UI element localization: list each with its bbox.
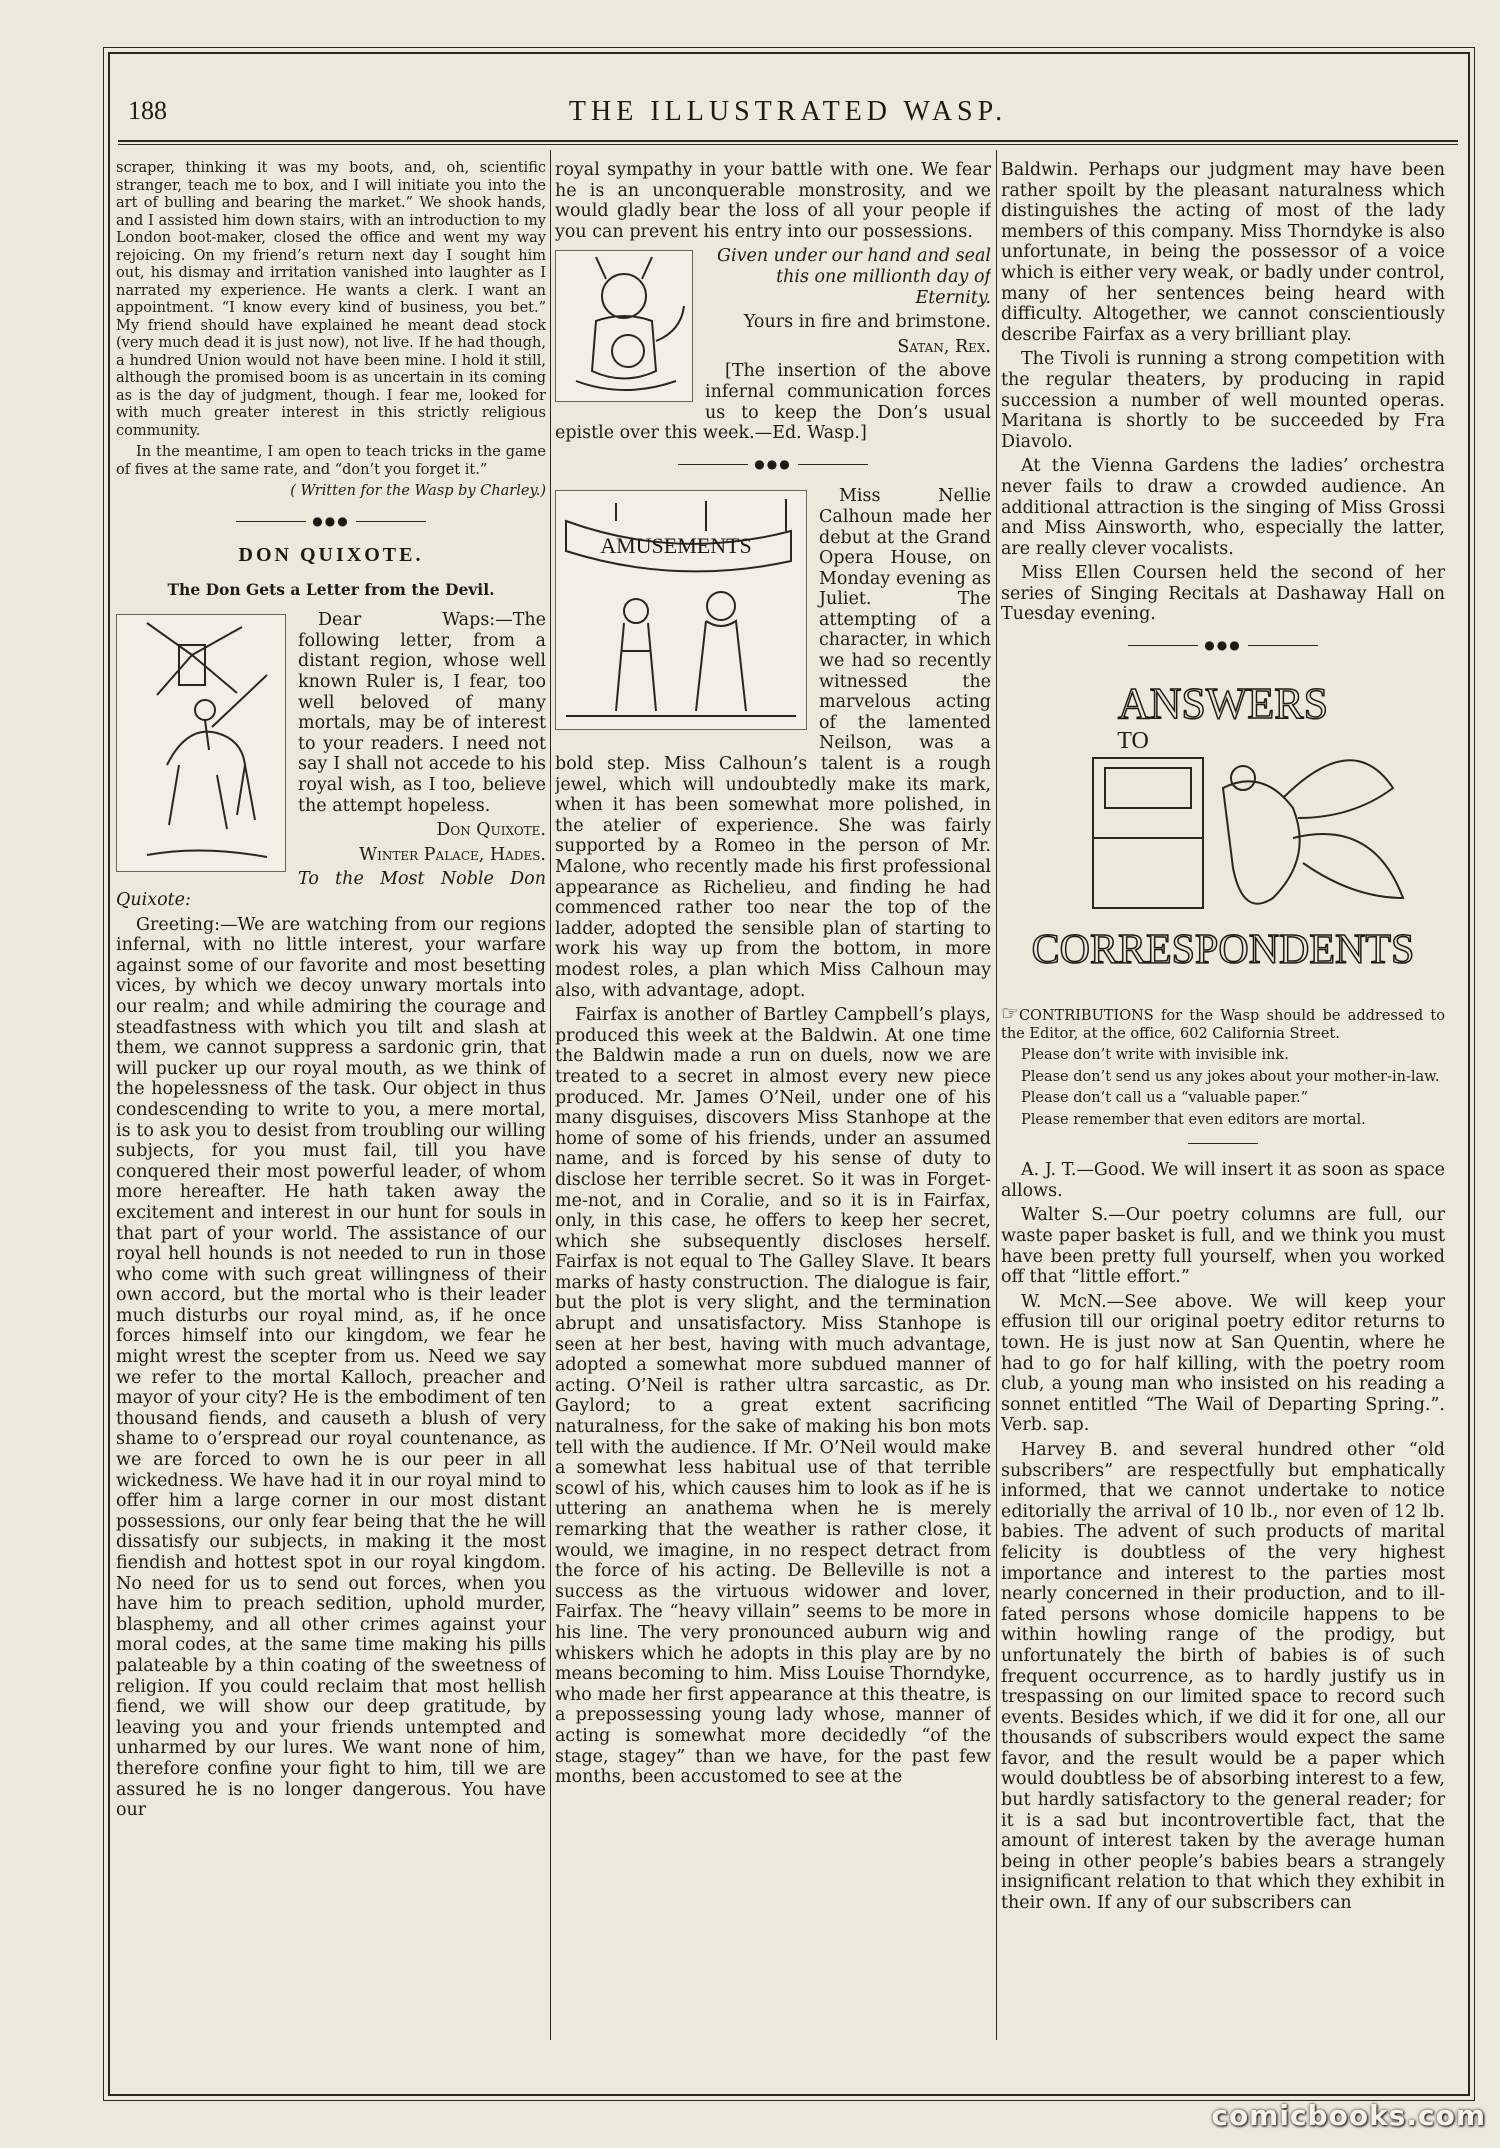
don-quixote-illustration bbox=[116, 614, 286, 872]
column-3 bbox=[1001, 160, 1445, 2040]
letter-continuation: royal sympathy in your battle with one. We fear he is an unconquerable monstrosity, and we would gladly bear the loss of all your people if you can prevent his entry into our possessions. bbox=[555, 160, 991, 242]
amusement-paragraph-2: Fairfax is another of Bartley Campbell’s plays, produced this week at the Baldwin. At one time the Baldwin made a run on duels, now we are treated to a secret in almost every new piece produced. Mr. James O’Neil, under one of his many disguises, discovers Miss Stanhope at the home of some of his friends, under an assumed name, and is forced by his sense of duty to disclose her terrible secret. So it was in Forget-me-not, and in Coralie, and so it is in Fairfax, only, in this case, he offers to keep her secret, which she subsequently discloses herself. Fairfax is not equal to The Galley Slave. It bears marks of hasty construction. The dialogue is fair, but the plot is very slight, and the termination abrupt and unsatisfactory. Miss Stanhope is seen at her best, having with much advantage, adopted a somewhat more subdued manner of acting. O’Neil is rather ultra sarcastic, as Dr. Gaylord; to a great extent sacrificing naturalness, for the sake of making his bon mots tell with the audience. If Mr. O’Neil would make a somewhat less habitual use of that terrible scowl of his, which causes him to look as if he is uttering an anathema when he is merely remarking that the weather is rather close, it would, we imagine, in no respect detract from the force of his acting. De Belleville is not a success as the virtuous widower and lover, Fairfax. The “heavy villain” seems to be more in his line. The very pronounced auburn wig and whiskers which he adopts in this play are by no means becoming to him. Miss Louise Thorndyke, who made her first appearance at this theatre, is a prepossessing young lady whose, manner of acting is somewhat more decidedly “of the stage, stagey” than we have, for the past few months, been accustomed to see at the bbox=[555, 1005, 991, 1788]
editor-note: [The insertion of the above infernal communication forces us to keep the Don’s usual epistle over this week.—Ed. Wasp.] bbox=[555, 361, 991, 444]
letter-closing: Given under our hand and seal this one millionth day of Eternity. bbox=[717, 246, 991, 308]
amusement-paragraph-1: Miss Nellie Calhoun made her debut at the Grand Opera House, on Monday evening as Juliet. The attempting of a character, in which we had so recently witnessed the marvelous acting of the lamented Neilson, was a bold step. Miss Calhoun’s talent is a rough jewel, which will undoubtedly make its mark, when it has been somewhat more polished, in the atelier of experience. She was fairly supported by a Romeo in the person of Mr. Malone, who recently made his first professional appearance as Richelieu, and finding he had commenced rather too near the top of the ladder, adopted the sensible plan of starting to work his way up from the bottom, in more modest roles, a plan which Miss Calhoun may also, with advantage, adopt. bbox=[555, 486, 991, 1001]
column-rule-2 bbox=[996, 150, 997, 2040]
answer-paragraph-3: W. McN.—See above. We will keep your effusion till our original poetry editor returns to town. He is just now at San Quentin, where he had to go for half killing, with the poetry room club, a young man who insisted on his reading a sonnet entitled “The Wail of Departing Spring.”. Verb. sap. bbox=[1001, 1291, 1445, 1436]
answers-to-correspondents-banner bbox=[1001, 668, 1445, 994]
devil-illustration bbox=[555, 250, 693, 402]
column-rule-1 bbox=[550, 150, 551, 2040]
dateline: Winter Palace, Hades. bbox=[359, 844, 546, 865]
letter-intro: Dear Waps:—The following letter, from a distant region, whose well known Ruler is, I fear, too well beloved of many mortals, may be of interest to your readers. I need not say I shall not accede to his royal wish, as I too, believe the attempt hopeless. bbox=[298, 610, 546, 816]
column-1 bbox=[116, 160, 546, 2040]
page-number: 188 bbox=[128, 96, 167, 125]
intro-paragraph-1: scraper, thinking it was my boots, and, oh, scientific stranger, teach me to box, and I will initiate you into the art of bulling and bearing the market.” We shook hands, and I assisted him down stairs, with an introduction to my London boot-maker, closed the office and went my way rejoicing. On my friend’s return next day I sought him out, his dismay and irritation vanished into laughter as I narrated my experience. He wants a clerk. I want an appointment. “I know every kind of business, you bet.” My friend should have explained he meant dead stock (very much dead it is just now), not live. If he had though, a hundred Union would not have been mine. I hold it still, although the promised boom is as uncertain in its coming as is the day of judgment, though. I fear me, looked for with much greater interest in this strictly religious community. bbox=[116, 160, 546, 439]
section-divider: ●●● bbox=[555, 454, 991, 475]
theatre-paragraph-3: At the Vienna Gardens the ladies’ orchestra never fails to draw a crowded audience. An additional attraction is the singing of Miss Grossi and Miss Ainsworth, who, especially the latter, are really clever vocalists. bbox=[1001, 456, 1445, 559]
section-divider: ●●● bbox=[116, 511, 546, 532]
answer-paragraph-2: Walter S.—Our poetry columns are full, our waste paper basket is full, and we think you must have been pretty full yourself, when you worked off that “little effort.” bbox=[1001, 1205, 1445, 1288]
contributions-notice: ☞CONTRIBUTIONS for the Wasp should be addressed to the Editor, at the office, 602 California Street. bbox=[1001, 1001, 1445, 1042]
theatre-paragraph-1: Baldwin. Perhaps our judgment may have been rather spoilt by the pleasant naturalness which distinguishes the acting of most of the lady members of this company. Miss Thorndyke is also unfortunate, in being the possessor of a voice which is either very weak, or badly under control, many of her sentences being heard with difficulty. Altogether, we cannot conscientiously describe Fairfax as a very brilliant play. bbox=[1001, 160, 1445, 345]
letter-yours: Yours in fire and brimstone. bbox=[743, 312, 991, 333]
article-subtitle: The Don Gets a Letter from the Devil. bbox=[167, 579, 495, 599]
section-divider: ●●● bbox=[1001, 635, 1445, 656]
watermark: comicbooks.com bbox=[1211, 2099, 1486, 2132]
answer-paragraph-4: Harvey B. and several hundred other “old subscribers” are respectfully but emphatically informed, that we cannot undertake to notice editorially the arrival of 10 lb., nor even of 12 lb. babies. The advent of such products of marital felicity is doubtless of the very highest importance and interest to the parties most nearly concerned in their production, and to ill-fated persons whose domicile happens to be within howling range of the prodigy, but unfortunately the birth of babies is of such frequent occurrence, as to hardly justify us in trespassing on our limited space to record such events. Besides which, if we did it for one, all our thousands of subscribers would expect the same favor, and the result would be a paper which would doubtless be of absorbing interest to a few, but hardly satisfactory to the general reader; for it is a sad but incontrovertible fact, that the amount of interest taken by the average human being in other people’s babies bears a strangely insignificant relation to that which they exhibit in their own. If any of our subscribers can bbox=[1001, 1439, 1445, 1914]
intro-paragraph-2: In the meantime, I am open to teach tricks in the game of fives at the same rate, and “don’t you forget it.” bbox=[116, 444, 546, 478]
banner-correspondents: CORRESPONDENTS bbox=[1031, 926, 1415, 973]
letter-intro-signature: Don Quixote. bbox=[436, 820, 546, 841]
main-letter: Greeting:—We are watching from our regions infernal, with no little interest, your warfare against some of our favorite and most besetting vices, by which we decoy unwary mortals into our realm; and while admiring the courage and steadfastness with which you tilt and slash at them, we cannot suppress a sardonic grin, that will pucker up our royal mouth, as we think of the hopelessness of the task. Our object in thus condescending to write to you, a mere mortal, is to ask you to desist from troubling our willing subjects, for you must fail, till you have conquered their most powerful leader, of whom more hereafter. He hath taken away the excitement and interest in our hunt for souls in that part of your world. The assistance of our royal hell hounds is not needed to run in those who come with such great willingness of their own accord, but the mortal who is their leader much disturbs our royal mind, as, if he once forces himself into our kingdom, we fear he might wrest the scepter from us. Need we say we refer to the mortal Kalloch, preacher and mayor of your city? He is the embodiment of ten thousand fiends, and causeth a blush of very shame to o’erspread our royal countenance, as we are forced to own he is our peer in all wickedness. We have had it in our royal mind to offer him a large corner in our most distant possessions, our only fear being that the he will dissatisfy our subjects, in making it the most fiendish and hottest spot in our royal kingdom. No need for us to send out forces, when you have him to preach sedition, uphold murder, blasphemy, and all other crimes against your moral codes, at the same time making his pills palateable by a thin coating of the sweetness of religion. If you could reclaim that most hellish fiend, we will show our deep gratitude, by leaving you and your friends untempted and unharmed by our lures. We want none of him, therefore confine your fight to him, till we are assured he is no longer dangerous. You have our bbox=[116, 914, 546, 1821]
header-rule bbox=[118, 140, 1458, 145]
amusements-illustration bbox=[555, 490, 807, 730]
notice-line: Please don’t write with invisible ink. bbox=[1021, 1047, 1289, 1064]
notice-line: Please don’t call us a “valuable paper.” bbox=[1021, 1090, 1309, 1107]
windmill-rider-icon bbox=[117, 615, 285, 871]
theatre-paragraph-4: Miss Ellen Coursen held the second of her series of Singing Recitals at Dashaway Hall on Tuesday evening. bbox=[1001, 563, 1445, 625]
masthead: THE ILLUSTRATED WASP. bbox=[568, 96, 1008, 127]
banner-to: TO bbox=[1117, 727, 1149, 754]
notice-line: Please remember that even editors are mortal. bbox=[1021, 1111, 1366, 1128]
amusements-clown-icon bbox=[556, 491, 806, 729]
salutation: To the Most Noble Don Quixote: bbox=[116, 869, 546, 910]
pointing-hand-icon: ☞ bbox=[1001, 1001, 1019, 1026]
page-header bbox=[118, 96, 1458, 130]
satan-signature: Satan, Rex. bbox=[897, 336, 991, 357]
notice-line: Please don’t send us any jokes about your mother-in-law. bbox=[1021, 1068, 1440, 1085]
article-title: DON QUIXOTE. bbox=[238, 544, 424, 567]
short-rule bbox=[1188, 1143, 1258, 1144]
answer-paragraph-1: A. J. T.—Good. We will insert it as soon as space allows. bbox=[1001, 1160, 1445, 1201]
banner-answers: ANSWERS bbox=[1117, 678, 1329, 728]
amusements-sign: AMUSEMENTS bbox=[600, 533, 752, 559]
theatre-paragraph-2: The Tivoli is running a strong competition with the regular theaters, by producing in rapid succession a number of well mounted operas. Maritana is shortly to be succeeded by Fra Diavolo. bbox=[1001, 349, 1445, 452]
column-2 bbox=[555, 160, 991, 2040]
intro-signature: ( Written for the Wasp by Charley.) bbox=[290, 483, 546, 499]
wasp-desk-illustration bbox=[1013, 668, 1433, 988]
devil-icon bbox=[556, 251, 692, 401]
